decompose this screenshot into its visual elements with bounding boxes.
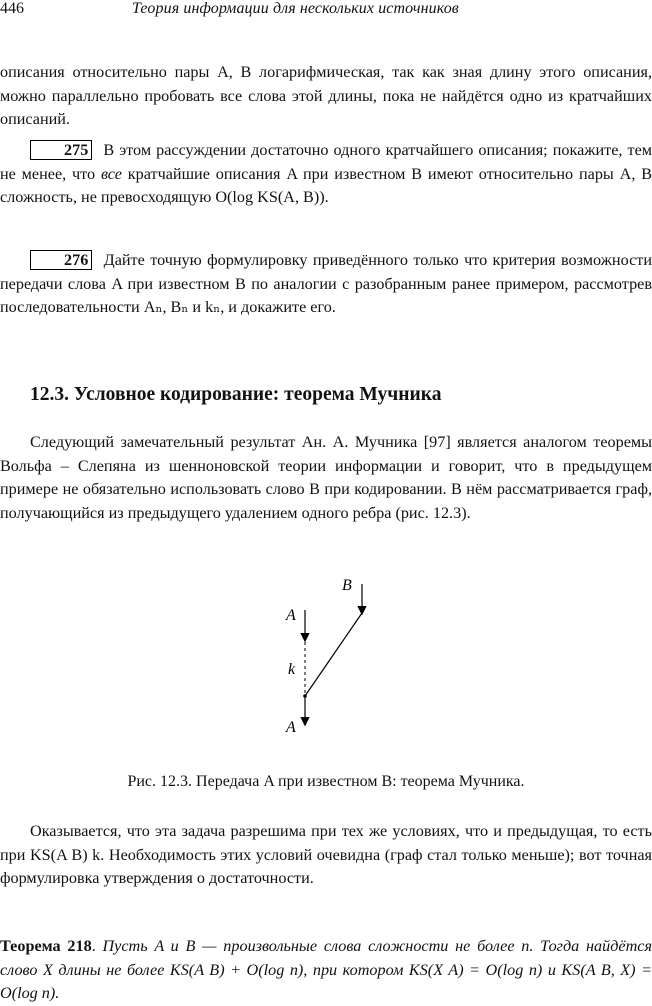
exercise-275-text-after: кратчайшие описания A при известном B имеют относительно пары A, B сложность, не превосходящую O(log KS(A, B)). xyxy=(0,164,652,206)
paragraph-1: описания относительно пары A, B логарифмическая, так как зная длину этого описания, можно параллельно пробовать все слова этой длины, пока не найдётся одно из кратчайших описаний. xyxy=(0,63,652,128)
exercise-275-emphasis: все xyxy=(100,164,122,183)
node-label-A-top: A xyxy=(286,607,296,624)
edge-B-to-node xyxy=(305,613,362,696)
exercise-number-276: 276 xyxy=(30,250,92,270)
running-title: Теория информации для нескольких источников xyxy=(132,0,459,17)
section-title: Условное кодирование: теорема Мучника xyxy=(73,384,442,405)
exercise-275-text-before: В этом рассуждении достаточно одного кратчайшего описания; покажите, тем не менее, что xyxy=(0,141,652,183)
exercise-276 xyxy=(0,249,652,320)
exercise-275 xyxy=(0,139,652,210)
figure-12-3-graph xyxy=(270,570,380,740)
paragraph-2: Следующий замечательный результат Ан. А. Мучника [97] является аналогом теоремы Вольфа – Слепяна из шенноновской теории информации и говорит, что в предыдущем примере не обязательно использовать слово B при кодировании. В нём рассматривается граф, получающийся из предыдущего удалением одного ребра (рис. 12.3). xyxy=(0,433,652,522)
paragraph-3: Оказывается, что эта задача разрешима при тех же условиях, что и предыдущая, то есть при KS(A B) k. Необходимость этих условий очевидна (граф стал только меньше); вот точная формулировка утверждения о достаточности. xyxy=(0,822,652,887)
theorem-body: Пусть A и B — произвольные слова сложности не более n. Тогда найдётся слово X длины не более KS(A B) + O(log n), при котором KS(X A) = O(log n) и KS(A B, X) = O(log n). xyxy=(0,937,652,1002)
paragraph-continuation xyxy=(0,61,652,132)
paragraph-2-block xyxy=(0,431,652,525)
edge-label-k: k xyxy=(288,661,296,678)
exercise-276-text: Дайте точную формулировку приведённого только что критерия возможности передачи слова A при известном B по аналогии с разобранным ранее примером, рассмотрев последовательности Aₙ, Bₙ и kₙ, и докажите его. xyxy=(0,251,652,316)
theorem-218: Теорема 218. Пусть A и B — произвольные слова сложности не более n. Тогда найдётся слово X длины не более KS(A B) + O(log n), при котором KS(X A) = O(log n) и KS(A B, X) = O(log n). xyxy=(0,937,652,1002)
figure-caption: Рис. 12.3. Передача A при известном B: теорема Мучника. xyxy=(127,773,525,790)
paragraph-3-block xyxy=(0,820,652,891)
section-heading xyxy=(30,384,441,406)
running-header xyxy=(0,0,652,20)
section-number: 12.3. xyxy=(30,384,69,405)
exercise-number-275: 275 xyxy=(30,140,92,160)
page-number: 446 xyxy=(0,0,24,17)
theorem-heading: Теорема 218 xyxy=(0,937,92,955)
node-label-A-bottom: A xyxy=(286,719,296,736)
node-label-B: B xyxy=(342,577,352,594)
